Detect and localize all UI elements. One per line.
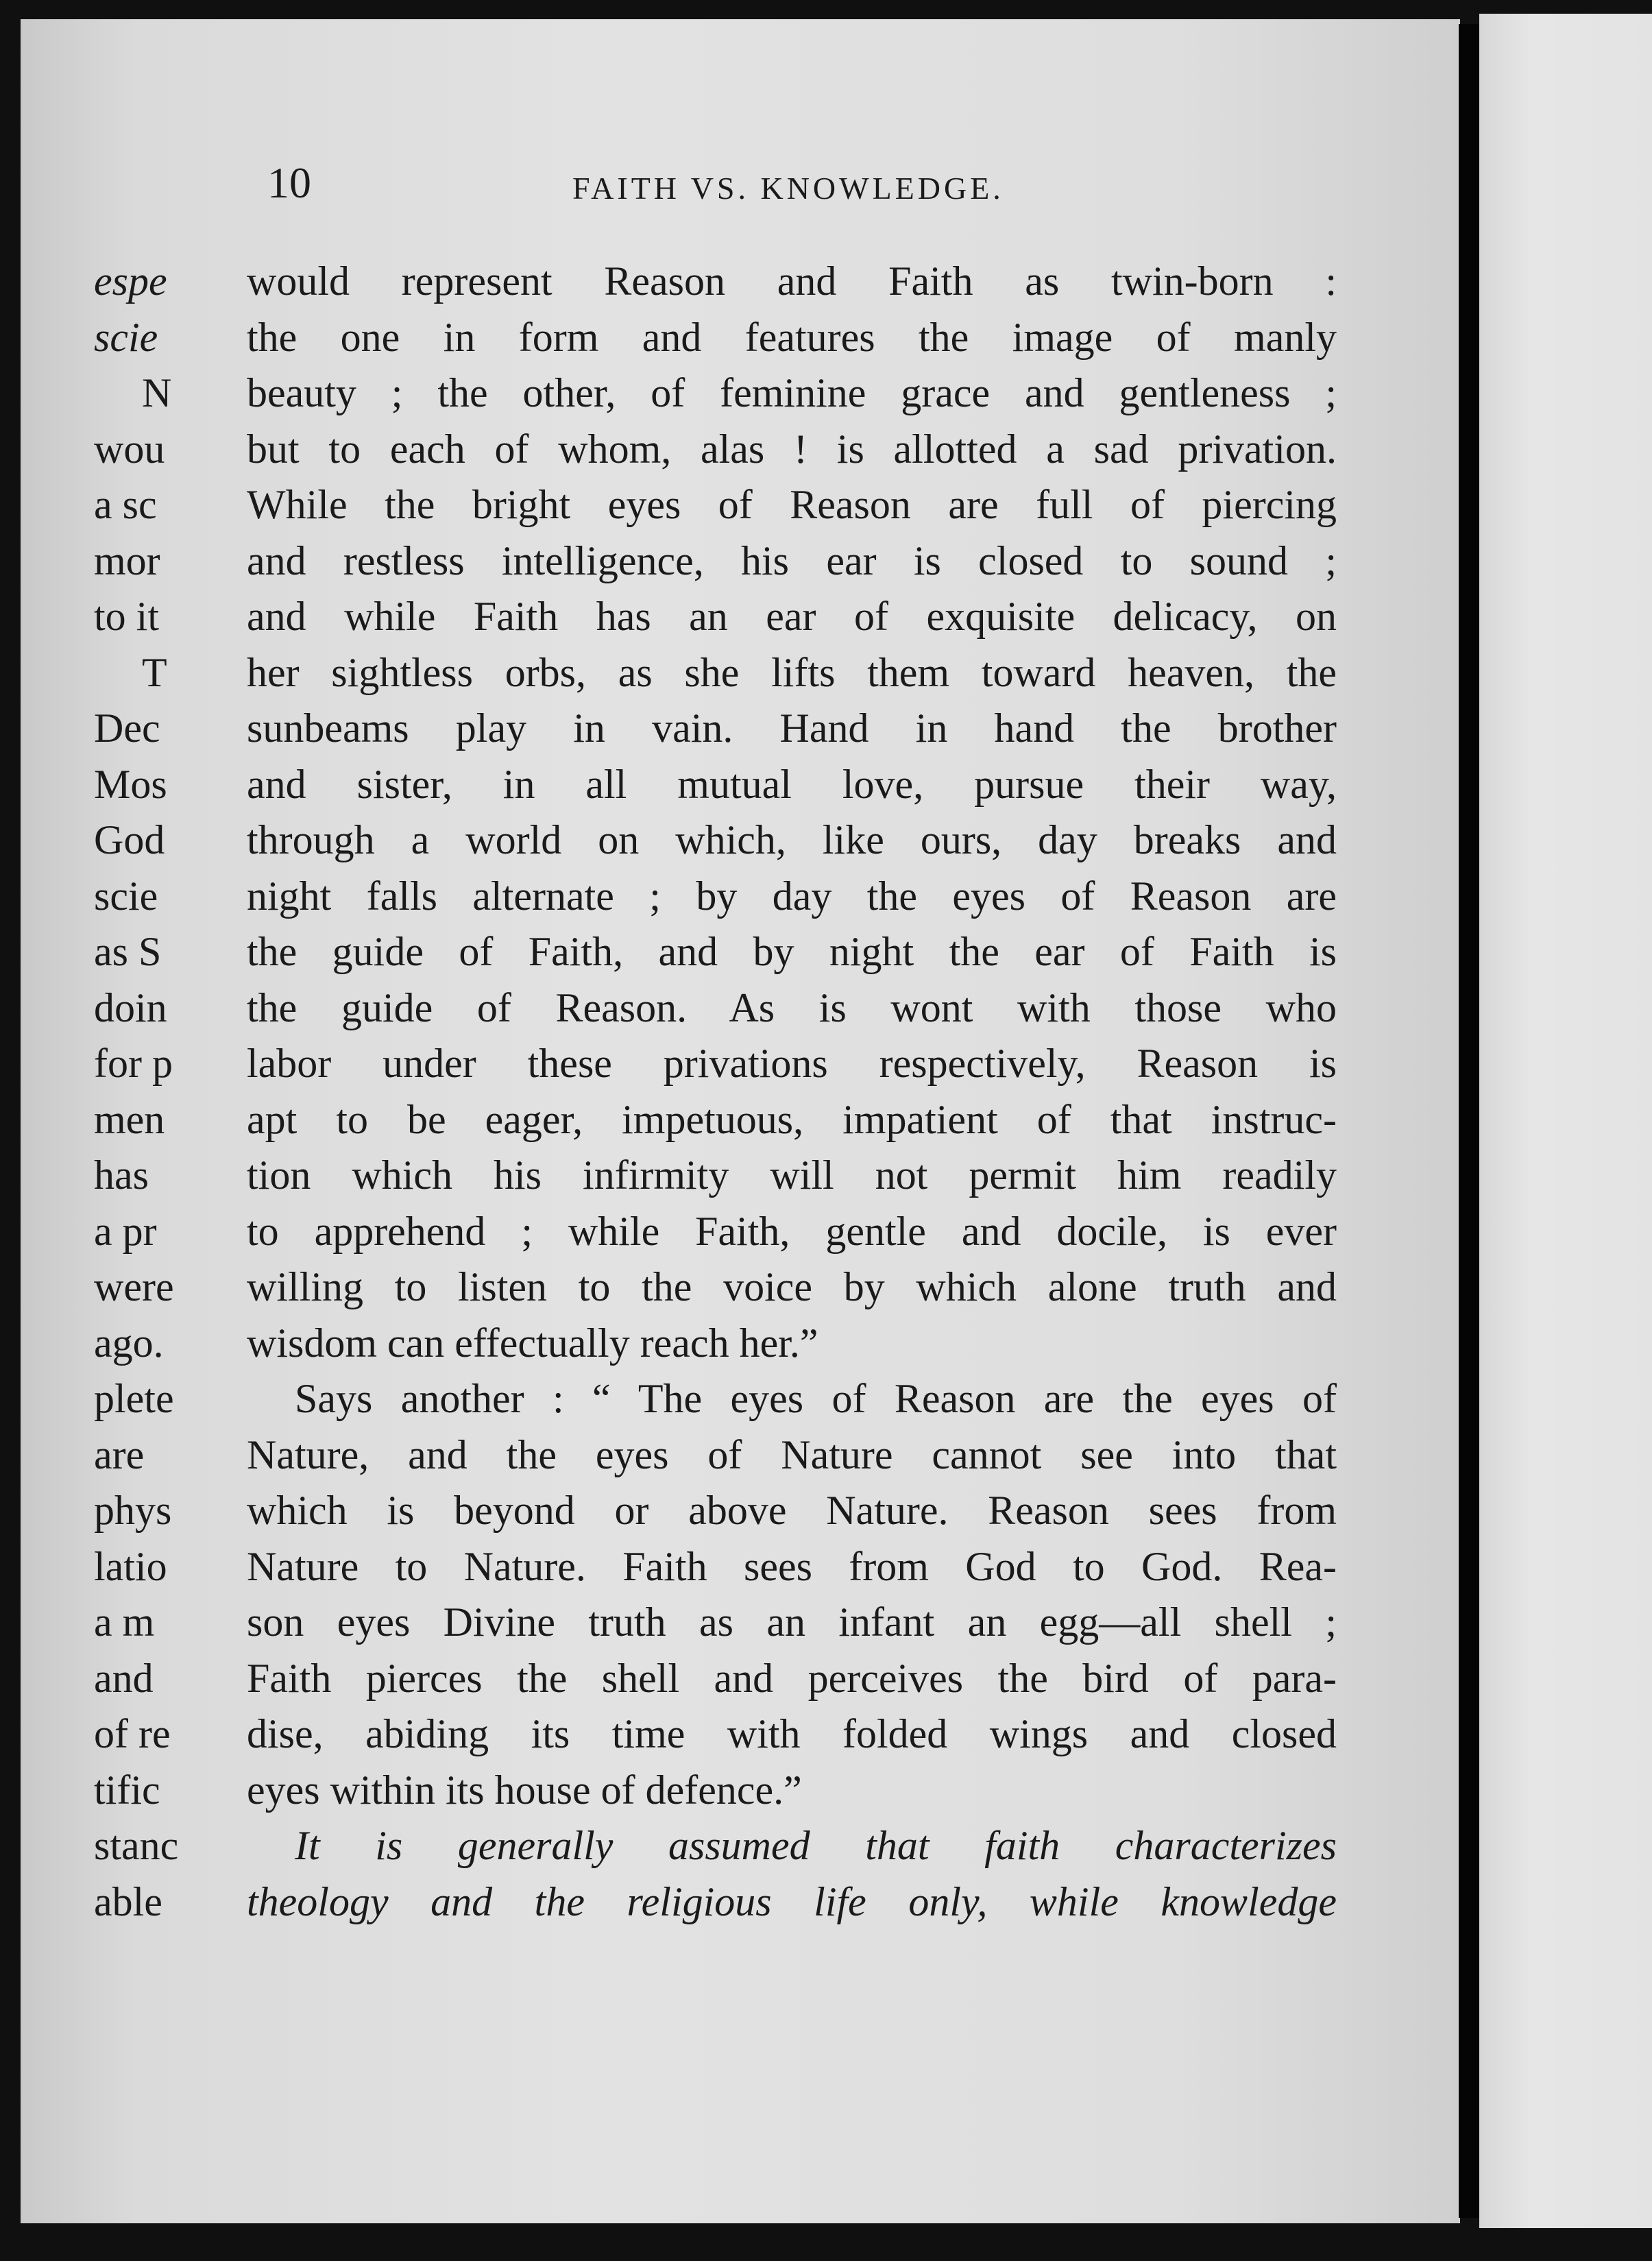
text-line: willing to listen to the voice by which alone truth and	[247, 1264, 1337, 1309]
text-line: eyes within its house of defence.”	[247, 1767, 802, 1813]
text-line: beauty ; the other, of feminine grace and gentleness ;	[247, 370, 1337, 415]
text-line: Says another : “ The eyes of Reason are the eyes of	[295, 1376, 1337, 1421]
right-page	[1479, 14, 1652, 2228]
text-line: tion which his infirmity will not permit him readily	[247, 1152, 1337, 1198]
text-fragment: espe	[94, 258, 167, 304]
text-line: Faith pierces the shell and perceives the bird of para-	[247, 1655, 1337, 1701]
text-fragment: for p	[94, 1041, 173, 1086]
text-fragment: scie	[94, 314, 158, 360]
text-fragment: a m	[94, 1599, 155, 1645]
text-line: son eyes Divine truth as an infant an egg—all shell ;	[247, 1599, 1337, 1645]
left-page-body-text	[247, 254, 1337, 1930]
page-number: 10	[267, 158, 311, 207]
text-line: apt to be eager, impetuous, impatient of that instruc-	[247, 1096, 1337, 1142]
text-line: night falls alternate ; by day the eyes of Reason are	[247, 873, 1337, 919]
running-head	[247, 158, 1357, 226]
text-fragment: a sc	[94, 482, 157, 527]
text-fragment: phys	[94, 1488, 172, 1533]
text-line: Nature to Nature. Faith sees from God to God. Rea-	[247, 1543, 1337, 1589]
text-line: labor under these privations respectively, Reason is	[247, 1041, 1337, 1086]
text-line: While the bright eyes of Reason are full of piercing	[247, 482, 1337, 527]
text-fragment: plete	[94, 1376, 174, 1421]
text-line: and sister, in all mutual love, pursue their way,	[247, 761, 1337, 807]
running-title: FAITH VS. KNOWLEDGE.	[572, 171, 1004, 206]
text-line: which is beyond or above Nature. Reason sees from	[247, 1488, 1337, 1533]
text-line: but to each of whom, alas ! is allotted a sad privation.	[247, 426, 1337, 472]
text-fragment: stanc	[94, 1823, 179, 1868]
text-line: It is generally assumed that faith characterizes	[295, 1823, 1337, 1868]
text-fragment: tific	[94, 1767, 160, 1813]
text-fragment: mor	[94, 537, 160, 583]
text-line: to apprehend ; while Faith, gentle and docile, is ever	[247, 1208, 1337, 1254]
text-fragment: Mos	[94, 761, 167, 807]
text-fragment: of re	[94, 1711, 171, 1756]
text-line: the guide of Reason. As is wont with those who	[247, 984, 1337, 1030]
text-fragment: men	[94, 1096, 165, 1142]
text-fragment: able	[94, 1878, 162, 1924]
text-fragment: a pr	[94, 1208, 157, 1254]
text-fragment: God	[94, 817, 165, 862]
text-fragment: ago.	[94, 1320, 164, 1366]
text-line: the guide of Faith, and by night the ear of Faith is	[247, 929, 1337, 974]
text-fragment: are	[94, 1431, 145, 1477]
text-fragment: has	[94, 1152, 149, 1198]
text-fragment: doin	[94, 984, 167, 1030]
text-fragment: N	[142, 370, 172, 415]
text-line: wisdom can effectually reach her.”	[247, 1320, 818, 1366]
text-line: her sightless orbs, as she lifts them toward heaven, the	[247, 649, 1337, 695]
text-fragment: were	[94, 1264, 174, 1309]
text-fragment: scie	[94, 873, 158, 919]
text-fragment: latio	[94, 1543, 167, 1589]
text-fragment: and	[94, 1655, 154, 1701]
text-line: the one in form and features the image of manly	[247, 314, 1337, 360]
text-line: theology and the religious life only, while knowledge	[247, 1878, 1337, 1924]
text-fragment: T	[142, 649, 167, 695]
text-line: and restless intelligence, his ear is closed to sound ;	[247, 537, 1337, 583]
right-page-text-fragments	[94, 254, 231, 1930]
text-fragment: as S	[94, 929, 162, 974]
text-line: and while Faith has an ear of exquisite delicacy, on	[247, 594, 1337, 639]
text-line: sunbeams play in vain. Hand in hand the brother	[247, 705, 1337, 751]
text-line: Nature, and the eyes of Nature cannot see into that	[247, 1431, 1337, 1477]
text-line: through a world on which, like ours, day breaks and	[247, 817, 1337, 862]
book-gutter	[1459, 24, 1479, 2218]
text-fragment: wou	[94, 426, 165, 472]
text-fragment: Dec	[94, 705, 160, 751]
text-fragment: to it	[94, 594, 160, 639]
text-line: dise, abiding its time with folded wings and closed	[247, 1711, 1337, 1756]
text-line: would represent Reason and Faith as twin-born :	[247, 258, 1337, 304]
